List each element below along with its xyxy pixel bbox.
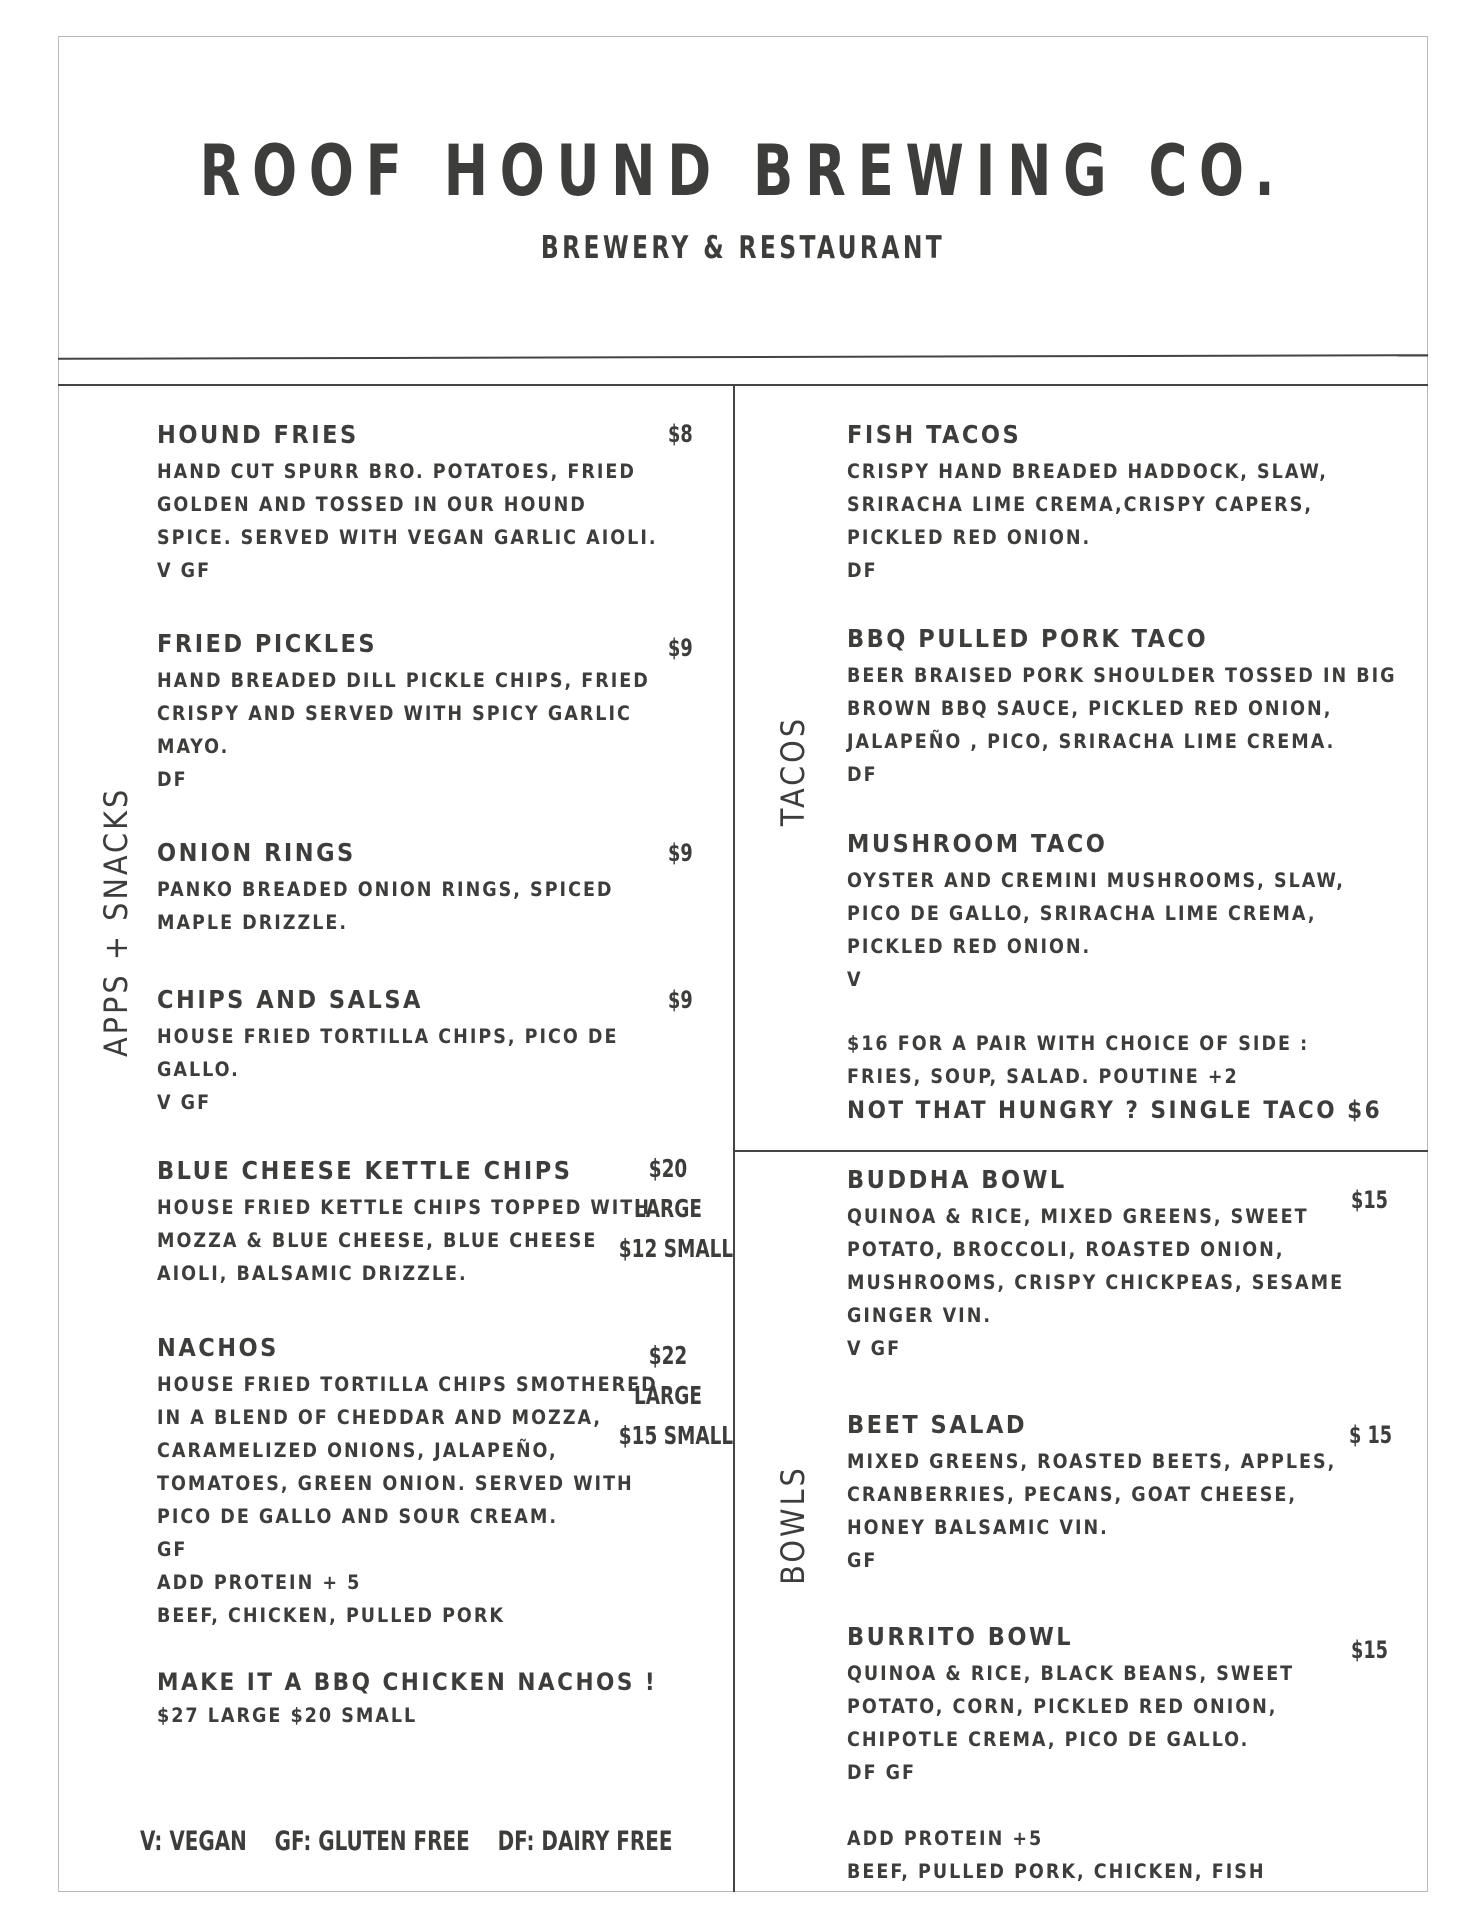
item-name: CHIPS AND SALSA: [157, 985, 423, 1014]
item-name: BLUE CHEESE KETTLE CHIPS: [157, 1156, 573, 1185]
item-price-chips-and-salsa: $9: [668, 986, 693, 1014]
menu-item-fried-pickles: [157, 627, 650, 796]
item-price-beet-salad: $ 15: [1349, 1421, 1393, 1449]
item-description: HAND CUT SPURR BRO. POTATOES, FRIED GOLDEN AND TOSSED IN OUR HOUND SPICE. SERVED WITH VEGAN GARLIC AIOLI. V GF: [157, 460, 658, 582]
item-name: FISH TACOS: [847, 420, 1022, 449]
menu-item-beet-salad: [847, 1408, 1336, 1577]
section-label-apps: APPS + SNACKS: [97, 786, 135, 1057]
item-description: HOUSE FRIED TORTILLA CHIPS, PICO DE GALLO. V GF: [157, 1025, 619, 1114]
item-price-burrito-bowl: $15: [1351, 1636, 1388, 1664]
menu-item-buddha-bowl: [847, 1163, 1344, 1365]
item-description: BEER BRAISED PORK SHOULDER TOSSED IN BIG BROWN BBQ SAUCE, PICKLED RED ONION, JALAPEÑO , PICO, SRIRACHA LIME CREMA. DF: [847, 664, 1397, 786]
item-description: MIXED GREENS, ROASTED BEETS, APPLES, CRANBERRIES, PECANS, GOAT CHEESE, HONEY BALSAMIC VIN. GF: [847, 1450, 1337, 1572]
legend-dairy-free: DF: DAIRY FREE: [497, 1826, 673, 1857]
brand-tagline: BREWERY & RESTAURANT: [540, 230, 946, 266]
menu-item-nachos: [157, 1331, 658, 1632]
item-name: NACHOS: [157, 1333, 279, 1362]
item-price-onion-rings: $9: [668, 839, 693, 867]
item-name: MUSHROOM TACO: [847, 829, 1108, 858]
legend-gluten-free: GF: GLUTEN FREE: [274, 1826, 470, 1857]
item-name: FRIED PICKLES: [157, 629, 378, 658]
item-name: ONION RINGS: [157, 838, 356, 867]
item-name: BURRITO BOWL: [847, 1622, 1074, 1651]
item-name: BUDDHA BOWL: [847, 1165, 1067, 1194]
dietary-legend: [140, 1826, 700, 1857]
menu-item-hound-fries: [157, 418, 658, 587]
bowl-protein-addon: ADD PROTEIN +5 BEEF, PULLED PORK, CHICKEN, FISH: [847, 1827, 1266, 1883]
bbq-nachos-upgrade: MAKE IT A BBQ CHICKEN NACHOS ! $27 LARGE $20 SMALL: [157, 1668, 658, 1727]
item-price-blue-cheese-kettle-chips: $20 LARGE $12 SMALL: [618, 1154, 734, 1263]
tacos-bowls-divider: [733, 1150, 1428, 1152]
item-price-fried-pickles: $9: [668, 634, 693, 662]
menu-item-bbq-pulled-pork-taco: [847, 622, 1397, 791]
item-name: BEET SALAD: [847, 1410, 1028, 1439]
item-price-hound-fries: $8: [668, 420, 693, 448]
item-name: BBQ PULLED PORK TACO: [847, 624, 1209, 653]
item-description: HOUSE FRIED TORTILLA CHIPS SMOTHERED IN A BLEND OF CHEDDAR AND MOZZA, CARAMELIZED ONIONS, JALAPEÑO, TOMATOES, GREEN ONION. SERVED WITH PICO DE GALLO AND SOUR CREAM. GF ADD PROTEIN + 5 BEEF, CHICKEN, PULLED PORK: [157, 1373, 658, 1627]
section-label-bowls: BOWLS: [774, 1465, 812, 1585]
item-name: HOUND FRIES: [157, 420, 359, 449]
column-divider: [733, 384, 735, 1892]
item-price-buddha-bowl: $15: [1351, 1186, 1388, 1214]
item-price-nachos: $22 LARGE $15 SMALL: [618, 1341, 734, 1450]
item-description: CRISPY HAND BREADED HADDOCK, SLAW, SRIRACHA LIME CREMA,CRISPY CAPERS, PICKLED RED ONION. DF: [847, 460, 1328, 582]
section-top-divider: [58, 384, 1428, 386]
item-description: QUINOA & RICE, MIXED GREENS, SWEET POTATO, BROCCOLI, ROASTED ONION, MUSHROOMS, CRISPY CHICKPEAS, SESAME GINGER VIN. V GF: [847, 1205, 1345, 1360]
menu-item-mushroom-taco: [847, 827, 1345, 996]
menu-item-burrito-bowl: [847, 1620, 1294, 1789]
item-description: PANKO BREADED ONION RINGS, SPICED MAPLE DRIZZLE.: [157, 878, 614, 934]
taco-pricing: $16 FOR A PAIR WITH CHOICE OF SIDE : FRIES, SOUP, SALAD. POUTINE +2 NOT THAT HUNGRY ? SINGLE TACO $6: [847, 1032, 1383, 1124]
menu-item-chips-and-salsa: [157, 983, 618, 1119]
item-description: HAND BREADED DILL PICKLE CHIPS, FRIED CRISPY AND SERVED WITH SPICY GARLIC MAYO. DF: [157, 669, 650, 791]
item-description: QUINOA & RICE, BLACK BEANS, SWEET POTATO, CORN, PICKLED RED ONION, CHIPOTLE CREMA, PICO DE GALLO. DF GF: [847, 1662, 1295, 1784]
menu-item-blue-cheese-kettle-chips: [157, 1154, 651, 1290]
section-label-tacos: TACOS: [774, 715, 812, 827]
brand-title: ROOF HOUND BREWING CO.: [199, 130, 1287, 212]
legend-vegan: V: VEGAN: [140, 1826, 247, 1857]
item-description: HOUSE FRIED KETTLE CHIPS TOPPED WITH MOZZA & BLUE CHEESE, BLUE CHEESE AIOLI, BALSAMIC DRIZZLE.: [157, 1196, 651, 1285]
menu-item-onion-rings: [157, 836, 614, 939]
menu-item-fish-tacos: [847, 418, 1328, 587]
item-description: OYSTER AND CREMINI MUSHROOMS, SLAW, PICO DE GALLO, SRIRACHA LIME CREMA, PICKLED RED ONION. V: [847, 869, 1345, 991]
